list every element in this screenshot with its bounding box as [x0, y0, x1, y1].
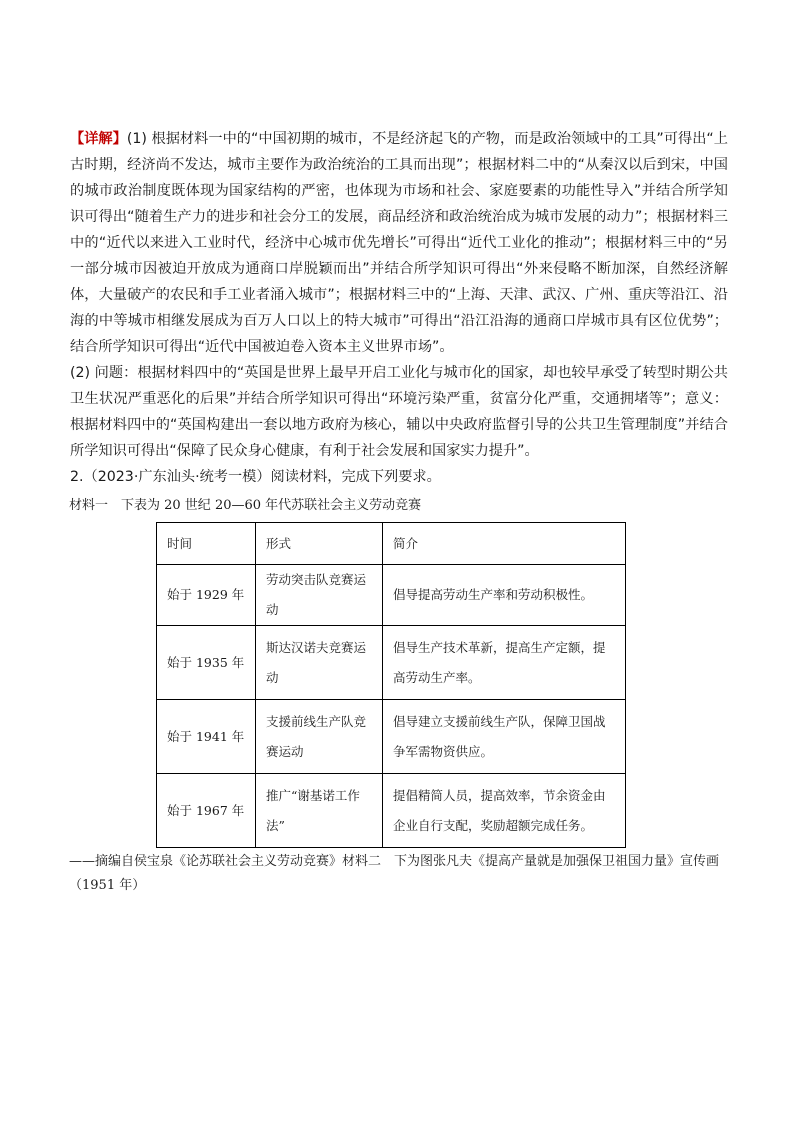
table-cell-form: 劳动突击队竞赛运动 [256, 565, 383, 626]
table-cell-intro: 倡导建立支援前线生产队，保障卫国战争军需物资供应。 [383, 700, 626, 774]
table-cell-time: 始于 1935 年 [157, 626, 256, 700]
table-header-cell: 时间 [157, 523, 256, 565]
source-and-material2: ——摘编自侯宝泉《论苏联社会主义劳动竞赛》材料二 下为图张凡夫《提高产量就是加强保卫祖国力量》宣传画（1951 年） [69, 854, 720, 893]
table-cell-form: 推广“谢基诺工作法” [256, 774, 383, 848]
table-cell-time: 始于 1967 年 [157, 774, 256, 848]
analysis-part1 [70, 126, 728, 360]
table-cell-time: 始于 1941 年 [157, 700, 256, 774]
page-content [70, 126, 728, 898]
table-header-cell: 简介 [383, 523, 626, 565]
table-header-cell: 形式 [256, 523, 383, 565]
question-heading: 2.（2023·广东汕头·统考一模）阅读材料，完成下列要求。 [70, 469, 441, 485]
table-cell-form: 斯达汉诺夫竞赛运动 [256, 626, 383, 700]
analysis-part2 [70, 360, 728, 464]
analysis-part1-text: (1) 根据材料一中的“中国初期的城市，不是经济起飞的产物，而是政治领域中的工具”可得出“上古时期，经济尚不发达，城市主要作为政治统治的工具而出现”；根据材料二中的“从秦汉以后到宋，中国的城市政治制度既体现为国家结构的严密，也体现为市场和社会、家庭要素的功能性导入”并结合所学知识可得出“随着生产力的进步和社会分工的发展，商品经济和政治统治成为城市发展的动力”；根据材料三中的“近代以来进入工业时代，经济中心城市优先增长”可得出“近代工业化的推动”；根据材料三中的“另一部分城市因被迫开放成为通商口岸脱颖而出”并结合所学知识可得出“外来侵略不断加深，自然经济解体，大量破产的农民和手工业者涌入城市”；根据材料三中的“上海、天津、武汉、广州、重庆等沿江、沿海的中等城市相继发展成为百万人口以上的特大城市”可得出“沿江沿海的通商口岸城市具有区位优势”；结合所学知识可得出“近代中国被迫卷入资本主义世界市场”。 [70, 131, 728, 355]
analysis-tag: 【详解】 [70, 131, 127, 147]
analysis-part2-text: (2) 问题：根据材料四中的“英国是世界上最早开启工业化与城市化的国家，却也较早承受了转型时期公共卫生状况严重恶化的后果”并结合所学知识可得出“环境污染严重，贫富分化严重，交通拥堵等”；意义：根据材料四中的“英国构建出一套以地方政府为核心，辅以中央政府监督引导的公共卫生管理制度”并结合所学知识可得出“保障了民众身心健康，有利于社会发展和国家实力提升”。 [70, 365, 728, 459]
table-header-row [157, 523, 626, 565]
table-row [157, 565, 626, 626]
table-row [157, 700, 626, 774]
table-cell-intro: 提倡精简人员，提高效率，节余资金由企业自行支配，奖励超额完成任务。 [383, 774, 626, 848]
table-row [157, 774, 626, 848]
material1-title: 材料一 下表为 20 世纪 20—60 年代苏联社会主义劳动竞赛 [69, 498, 422, 513]
table-cell-intro: 倡导提高劳动生产率和劳动积极性。 [383, 565, 626, 626]
labor-competition-table [156, 522, 626, 848]
table-cell-form: 支援前线生产队竞赛运动 [256, 700, 383, 774]
table-row [157, 626, 626, 700]
table-cell-time: 始于 1929 年 [157, 565, 256, 626]
table-cell-intro: 倡导生产技术革新，提高生产定额，提高劳动生产率。 [383, 626, 626, 700]
